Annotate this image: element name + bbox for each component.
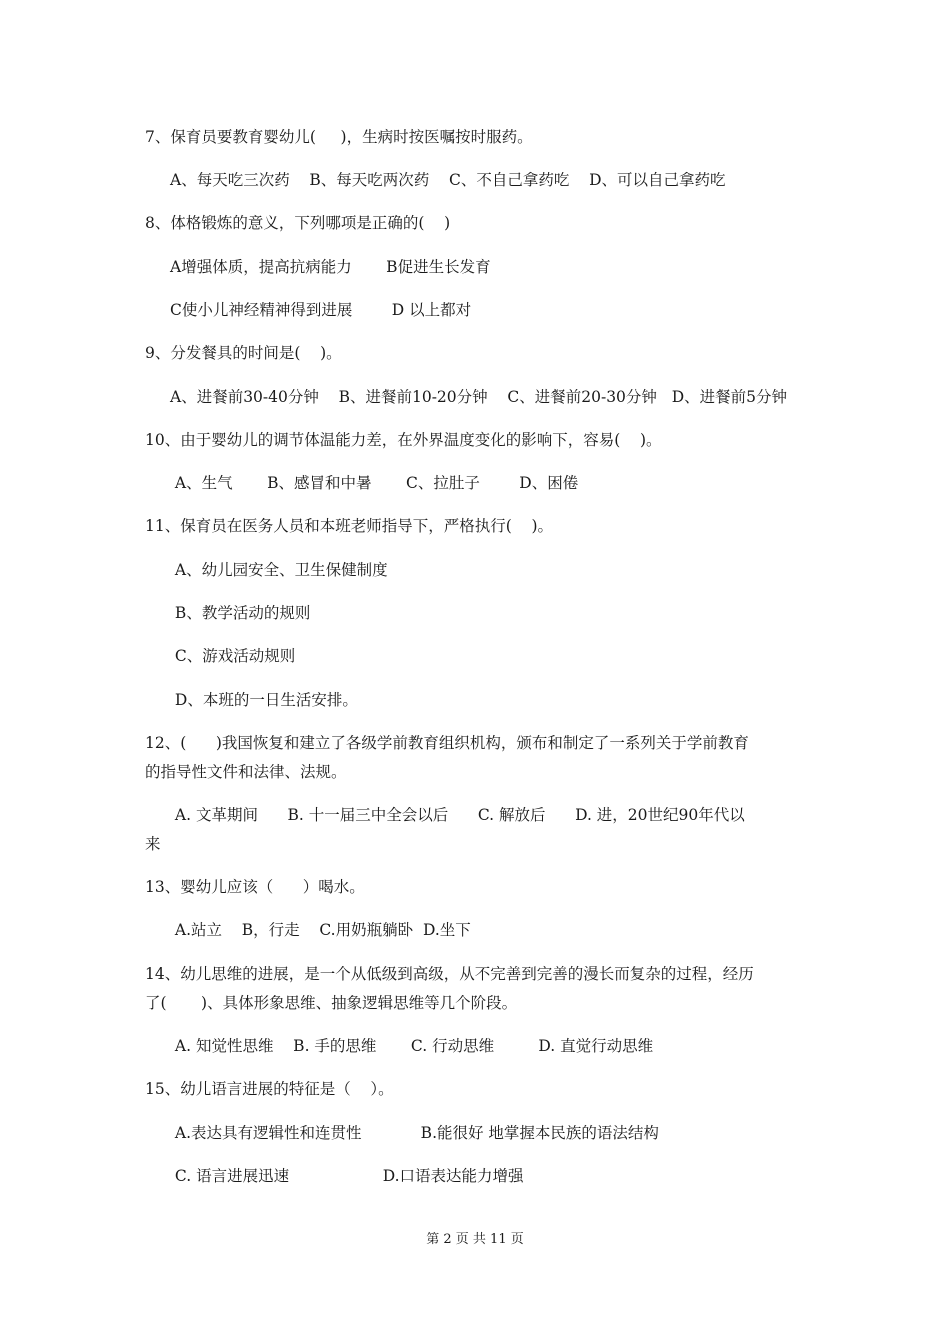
question-12-options: A. 文革期间 B. 十一届三中全会以后 C. 解放后 D. 进，20世纪90年代以 bbox=[170, 806, 745, 824]
question-14-options: A. 知觉性思维 B. 手的思维 C. 行动思维 D. 直觉行动思维 bbox=[170, 1037, 654, 1055]
question-8-options-row-1: A增强体质，提高抗病能力 B促进生长发育 bbox=[170, 258, 491, 276]
question-11-option-b: B、教学活动的规则 bbox=[170, 604, 311, 622]
question-15-options-row-1: A.表达具有逻辑性和连贯性 B.能很好 地掌握本民族的语法结构 bbox=[170, 1124, 659, 1142]
question-12-stem: 12、( )我国恢复和建立了各级学前教育组织机构，颁布和制定了一系列关于学前教育 bbox=[145, 734, 749, 752]
question-14-stem: 14、幼儿思维的进展，是一个从低级到高级，从不完善到完善的漫长而复杂的过程，经历 bbox=[145, 965, 754, 983]
question-14-stem-cont: 了( )、具体形象思维、抽象逻辑思维等几个阶段。 bbox=[145, 994, 518, 1012]
question-9-stem: 9、分发餐具的时间是( )。 bbox=[145, 344, 342, 362]
question-13-options: A.站立 B，行走 C.用奶瓶躺卧 D.坐下 bbox=[170, 921, 471, 939]
page-number-footer: 第 2 页 共 11 页 bbox=[426, 1232, 524, 1247]
question-8-options-row-2: C使小儿神经精神得到进展 D 以上都对 bbox=[170, 301, 472, 319]
question-15-stem: 15、幼儿语言进展的特征是（ ）。 bbox=[145, 1080, 394, 1098]
question-11-option-d: D、本班的一日生活安排。 bbox=[170, 691, 358, 709]
question-12-options-cont: 来 bbox=[145, 835, 161, 853]
question-7-options: A、每天吃三次药 B、每天吃两次药 C、不自己拿药吃 D、可以自己拿药吃 bbox=[170, 171, 726, 189]
question-12-stem-cont: 的指导性文件和法律、法规。 bbox=[145, 763, 347, 781]
question-7-stem: 7、保育员要教育婴幼儿( )，生病时按医嘱按时服药。 bbox=[145, 128, 533, 146]
question-15-options-row-2: C. 语言进展迅速 D.口语表达能力增强 bbox=[170, 1167, 524, 1185]
question-10-stem: 10、由于婴幼儿的调节体温能力差，在外界温度变化的影响下，容易( )。 bbox=[145, 431, 662, 449]
question-10-options: A、生气 B、感冒和中暑 C、拉肚子 D、困倦 bbox=[170, 474, 579, 492]
question-11-stem: 11、保育员在医务人员和本班老师指导下，严格执行( )。 bbox=[145, 517, 554, 535]
question-11-option-c: C、游戏活动规则 bbox=[170, 647, 296, 665]
question-8-stem: 8、体格锻炼的意义，下列哪项是正确的( ) bbox=[145, 214, 451, 232]
question-11-option-a: A、幼儿园安全、卫生保健制度 bbox=[170, 561, 388, 579]
question-9-options: A、进餐前30-40分钟 B、进餐前10-20分钟 C、进餐前20-30分钟 D、进餐前5分钟 bbox=[170, 388, 787, 406]
question-13-stem: 13、婴幼儿应该（ ）喝水。 bbox=[145, 878, 365, 896]
